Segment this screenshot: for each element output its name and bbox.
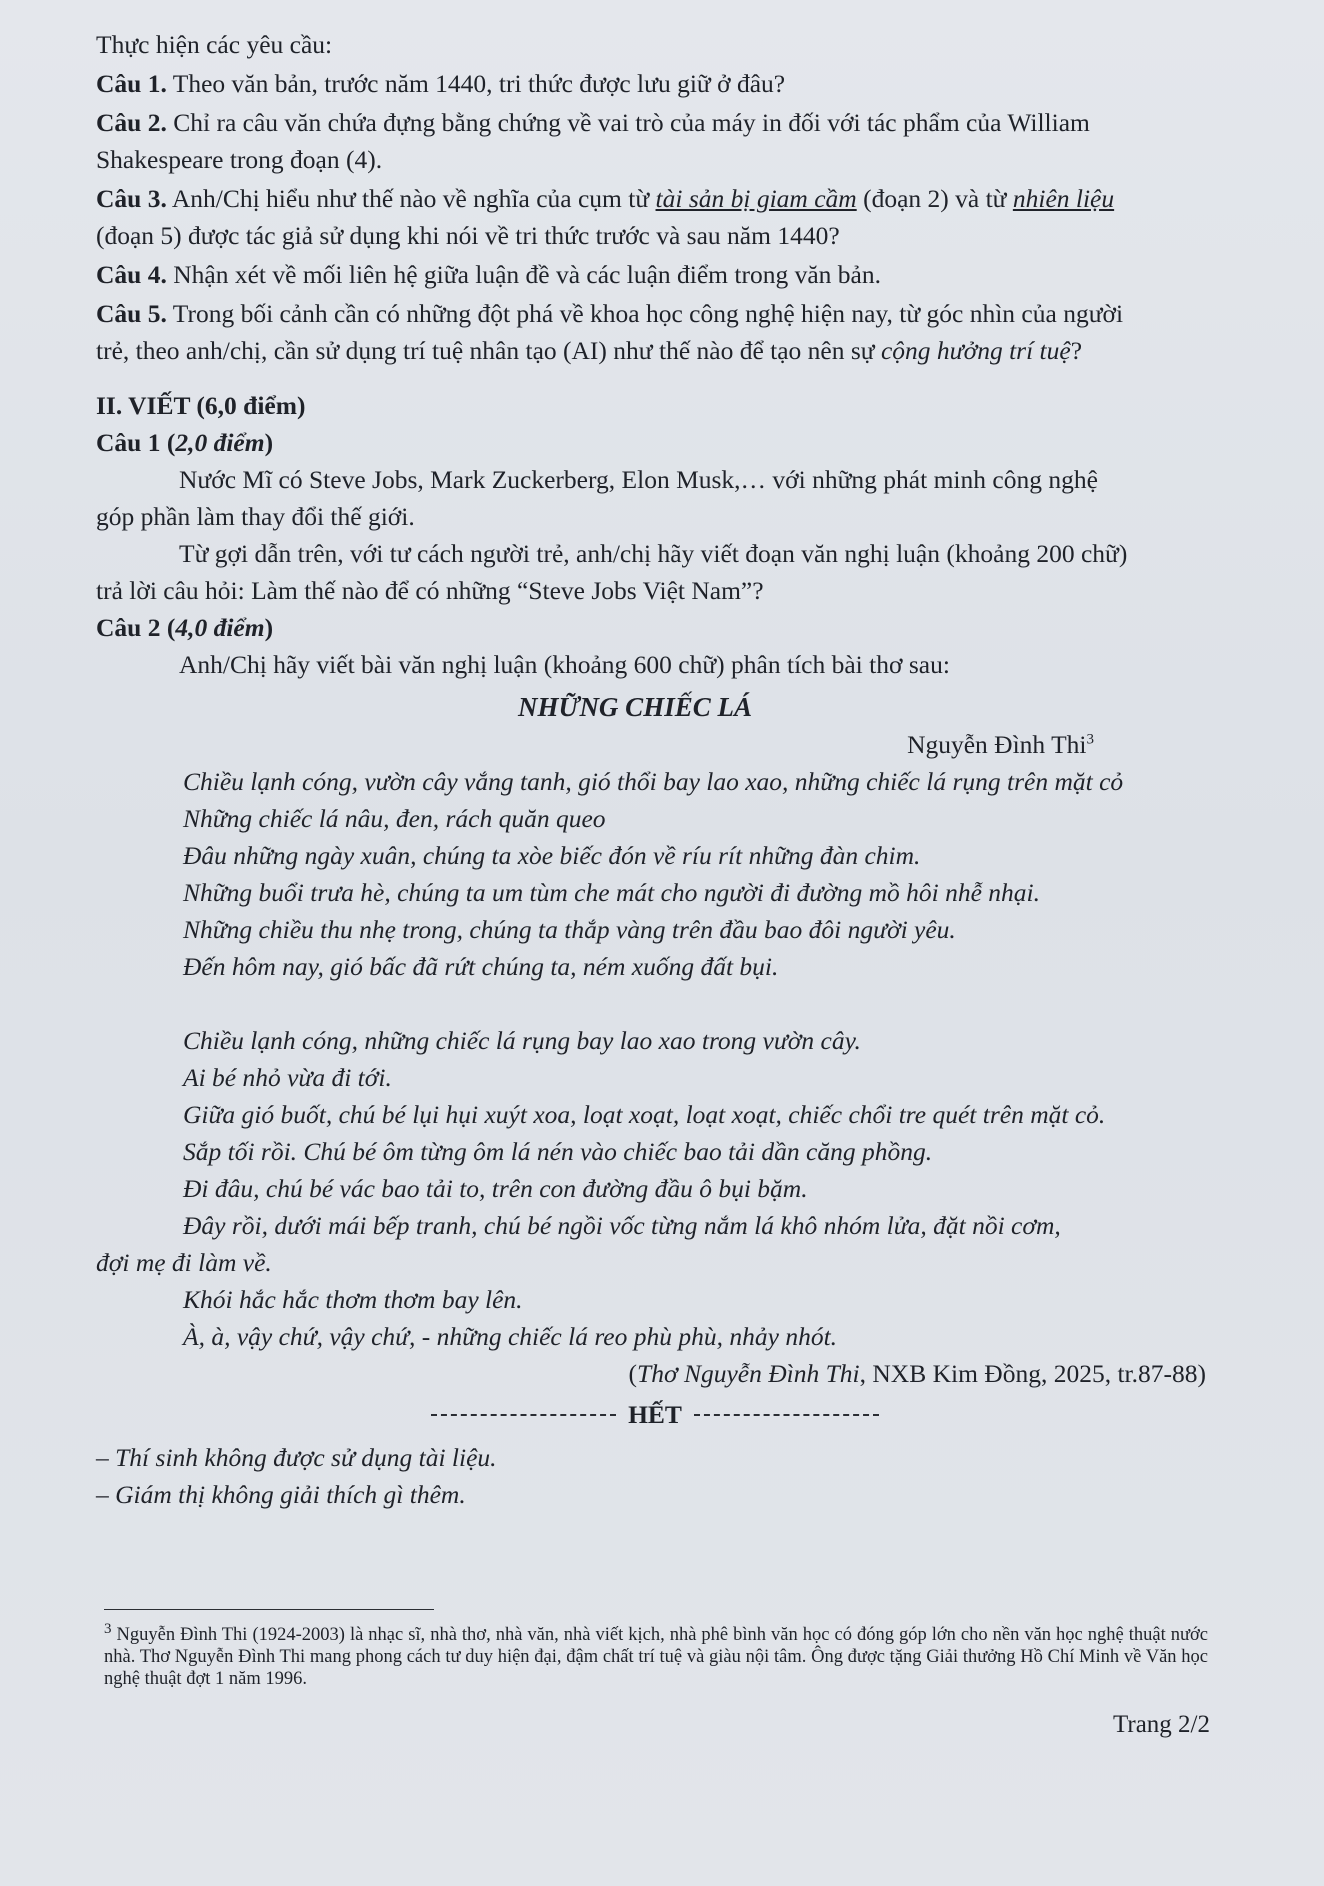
question-3-continued: (đoạn 5) được tác giả sử dụng khi nói về tri thức trước và sau năm 1440? <box>96 221 840 250</box>
question-5 <box>96 295 1214 332</box>
poem-line: Những chiếc lá nâu, đen, rách quăn queo <box>183 804 606 833</box>
term-intellectual-resonance: cộng hưởng trí tuệ <box>880 336 1071 365</box>
writing-q1-paragraph-2: Từ gợi dẫn trên, với tư cách người trẻ, anh/chị hãy viết đoạn văn nghị luận (khoảng 200 chữ) <box>179 539 1128 568</box>
question-text: Trong bối cảnh cần có những đột phá về khoa học công nghệ hiện nay, từ góc nhìn của người <box>166 299 1124 328</box>
poem-line: Đi đâu, chú bé vác bao tải to, trên con đường đầu ô bụi bặm. <box>183 1174 808 1203</box>
question-label: Câu 3. <box>96 184 167 213</box>
poem-source: (Thơ Nguyễn Đình Thi, NXB Kim Đồng, 2025, tr.87-88) <box>628 1359 1206 1388</box>
points: 2,0 điểm <box>175 428 265 457</box>
page-number: Trang 2/2 <box>1112 1711 1210 1738</box>
writing-q1-paragraph-1: Nước Mĩ có Steve Jobs, Mark Zuckerberg, Elon Musk,… với những phát minh công nghệ <box>179 465 1098 494</box>
writing-question-2-heading: Câu 2 (4,0 điểm) <box>96 613 274 642</box>
poem-line: Đến hôm nay, gió bấc đã rứt chúng ta, ném xuống đất bụi. <box>183 952 779 981</box>
instructions-header: Thực hiện các yêu cầu: <box>96 30 333 59</box>
poem-line: Đây rồi, dưới mái bếp tranh, chú bé ngồi vốc từng nắm lá khô nhóm lửa, đặt nồi cơm, <box>183 1211 1061 1240</box>
question-4 <box>96 256 1214 293</box>
question-label: Câu 5. <box>96 299 167 328</box>
poem-line: Giữa gió buốt, chú bé lụi hụi xuýt xoa, loạt xoạt, loạt xoạt, chiếc chổi tre quét trên mặt cỏ. <box>183 1100 1106 1129</box>
question-2 <box>96 104 1214 141</box>
poem-line: Chiều lạnh cóng, vườn cây vắng tanh, gió thổi bay lao xao, những chiếc lá rụng trên mặt cỏ <box>183 767 1124 796</box>
poem-author: Nguyễn Đình Thi$^3$ <box>907 730 1094 759</box>
note-no-explanation: – Giám thị không giải thích gì thêm. <box>96 1480 466 1509</box>
poem-line-continued: đợi mẹ đi làm về. <box>96 1248 272 1277</box>
question-text: Theo văn bản, trước năm 1440, tri thức được lưu giữ ở đâu? <box>166 69 786 98</box>
dashed-rule <box>431 1414 616 1416</box>
poem-stanza-3 <box>96 1281 1214 1355</box>
footnote-rule <box>104 1609 434 1610</box>
poem-line: Chiều lạnh cóng, những chiếc lá rụng bay lao xao trong vườn cây. <box>183 1026 861 1055</box>
writing-q2-prompt: Anh/Chị hãy viết bài văn nghị luận (khoảng 600 chữ) phân tích bài thơ sau: <box>179 650 950 679</box>
question-text: Anh/Chị hiểu như thế nào về nghĩa của cụm từ <box>166 184 656 213</box>
question-text: Chỉ ra câu văn chứa đựng bằng chứng về vai trò của máy in đối với tác phẩm của William <box>166 108 1090 137</box>
poem-line: À, à, vậy chứ, vậy chứ, - những chiếc lá reo phù phù, nhảy nhót. <box>183 1322 838 1351</box>
end-marker: HẾT <box>96 1396 1214 1433</box>
stanza-gap <box>96 985 1214 1022</box>
question-5-continued: trẻ, theo anh/chị, cần sử dụng trí tuệ nhân tạo (AI) như thế nào để tạo nên sự cộng hưởng trí tuệ? <box>96 336 1083 365</box>
term-captive-asset: tài sản bị giam cầm <box>655 184 857 213</box>
dashed-rule <box>694 1414 879 1416</box>
question-1 <box>96 65 1214 102</box>
question-label: Câu 2. <box>96 108 167 137</box>
footnote: $^3$ Nguyễn Đình Thi (1924-2003) là nhạc sĩ, nhà thơ, nhà văn, nhà viết kịch, nhà phê bình văn học có đóng góp lớn cho nền văn học nghệ thuật nước nhà. Thơ Nguyễn Đình Thi mang phong cách tư duy hiện đại, đậm chất trí tuệ và giàu nội tâm. Ông được tặng Giải thưởng Hồ Chí Minh về Văn học nghệ thuật đợt 1 năm 1996. <box>104 1620 1208 1689</box>
section-heading-writing: II. VIẾT (6,0 điểm) <box>96 391 306 420</box>
writing-q1-paragraph-2-cont: trả lời câu hỏi: Làm thế nào để có những “Steve Jobs Việt Nam”? <box>96 576 764 605</box>
poem-stanza-1 <box>96 763 1214 985</box>
writing-q1-paragraph-1-cont: góp phần làm thay đổi thế giới. <box>96 502 415 531</box>
poem-line: Đâu những ngày xuân, chúng ta xòe biếc đón về ríu rít những đàn chim. <box>183 841 921 870</box>
poem-line: Sắp tối rồi. Chú bé ôm từng ôm lá nén vào chiếc bao tải dần căng phồng. <box>183 1137 933 1166</box>
term-fuel: nhiên liệu <box>1012 184 1115 213</box>
poem-line: Khói hắc hắc thơm thơm bay lên. <box>183 1285 523 1314</box>
question-2-continued: Shakespeare trong đoạn (4). <box>96 145 383 174</box>
poem-title: NHỮNG CHIẾC LÁ <box>518 692 752 722</box>
question-text: (đoạn 2) và từ <box>856 184 1013 213</box>
question-text: Nhận xét về mối liên hệ giữa luận đề và các luận điểm trong văn bản. <box>166 260 881 289</box>
poem-line: Ai bé nhỏ vừa đi tới. <box>183 1063 392 1092</box>
poem-line: Những buổi trưa hè, chúng ta um tùm che mát cho người đi đường mồ hôi nhễ nhại. <box>183 878 1040 907</box>
question-label: Câu 1. <box>96 69 167 98</box>
footnote-ref: 3 <box>1086 731 1094 748</box>
writing-question-1-heading: Câu 1 (2,0 điểm) <box>96 428 274 457</box>
poem-stanza-2 <box>96 1022 1214 1244</box>
question-3 <box>96 180 1214 217</box>
footnote-mark: 3 <box>104 1620 112 1637</box>
points: 4,0 điểm <box>175 613 265 642</box>
poem-line: Những chiều thu nhẹ trong, chúng ta thắp vàng trên đầu bao đôi người yêu. <box>183 915 956 944</box>
note-no-materials: – Thí sinh không được sử dụng tài liệu. <box>96 1443 497 1472</box>
question-label: Câu 4. <box>96 260 167 289</box>
